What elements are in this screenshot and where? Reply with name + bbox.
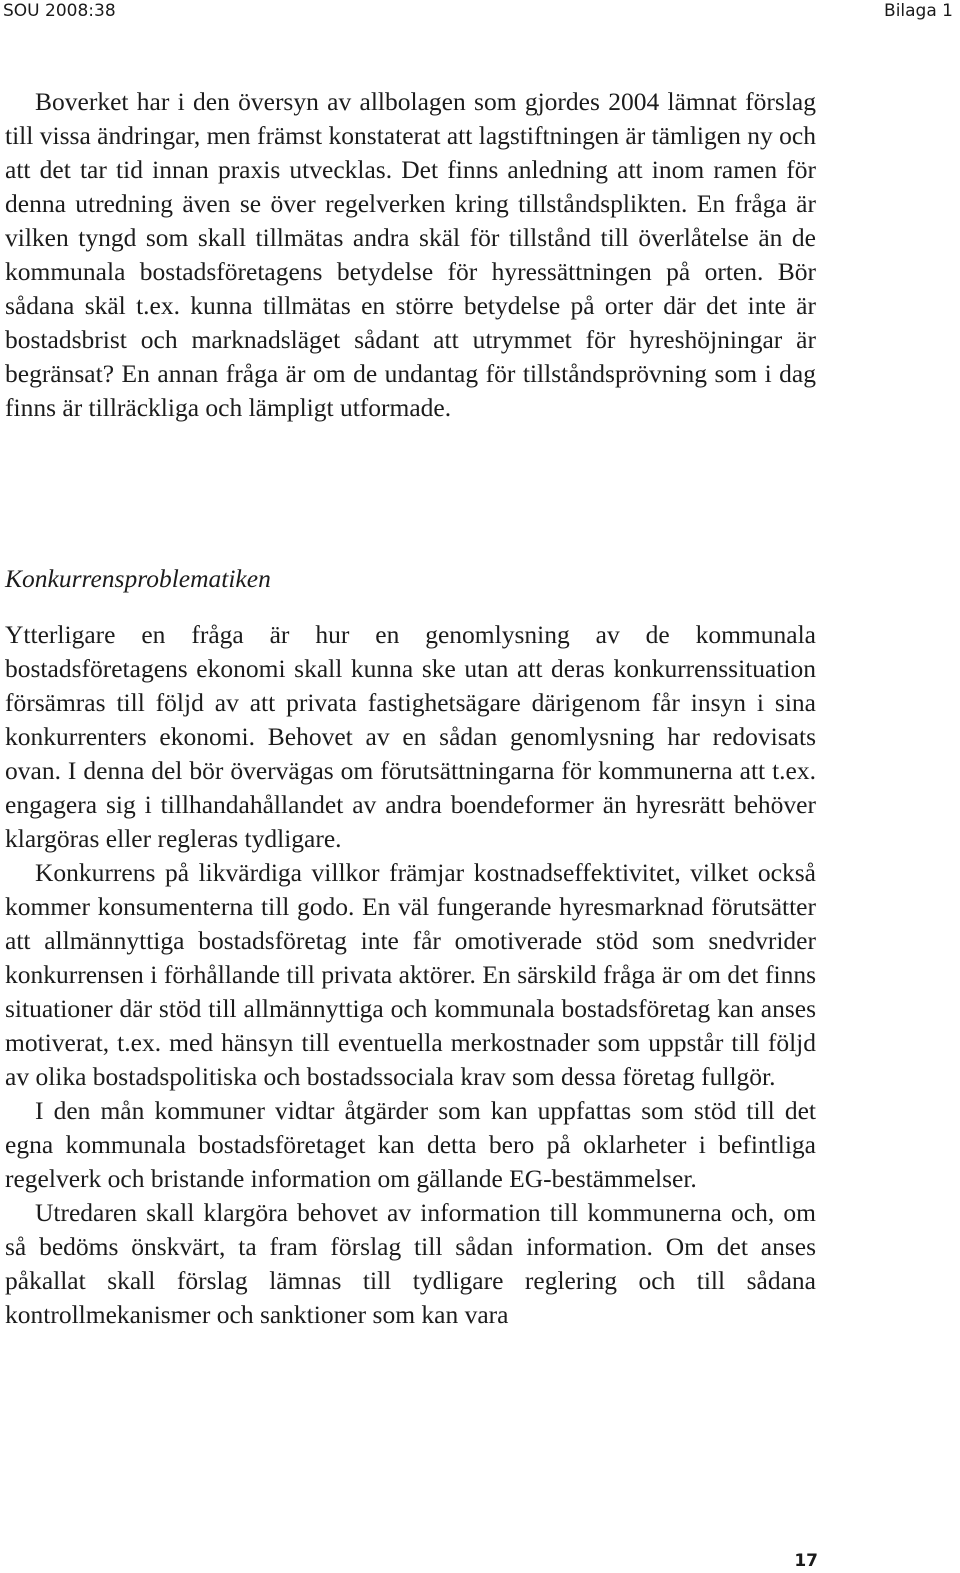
section-heading: Konkurrensproblematiken (5, 564, 271, 593)
intro-paragraph: Boverket har i den översyn av allbolagen som gjordes 2004 lämnat förslag till vissa ändringar, men främst konstaterat att lagstiftningen är tämligen ny och att det tar tid innan praxis utvecklas. Det finns anledning att inom ramen för denna utredning även se över regelverken kring tillståndsplikten. En fråga är vilken tyngd som skall tillmätas andra skäl för tillstånd till överlåtelse än de kommunala bostadsföretagens betydelse för hyressättningen på orten. Bör sådana skäl t.ex. kunna tillmätas en större betydelse på orter där det inte är bostadsbrist och marknadsläget sådant att utrymmet för hyreshöjningar är begränsat? En annan fråga är om de undantag för tillståndsprövning som i dag finns är tillräckliga och lämpligt utformade. (5, 87, 816, 422)
section-text-block (5, 618, 816, 1332)
section-paragraph-1: Ytterligare en fråga är hur en genomlysning av de kommunala bostadsföretagens ekonomi skall kunna ske utan att deras konkurrenssituation försämras till följd av att privata fastighetsägare därigenom får insyn i sina konkurrenters ekonomi. Behovet av en sådan genomlysning har redovisats ovan. I denna del bör övervägas om förutsättningarna för kommunerna att t.ex. engagera sig i tillhandahållandet av andra boendeformer än hyresrätt behöver klargöras eller regleras tydligare. (5, 620, 816, 853)
intro-text-block (5, 85, 816, 425)
section-paragraph-2: Konkurrens på likvärdiga villkor främjar kostnadseffektivitet, vilket också kommer konsumenterna till godo. En väl fungerande hyresmarknad förutsätter att allmännyttiga bostadsföretag inte får omotiverade stöd som snedvrider konkurrensen i förhållande till privata aktörer. En särskild fråga är om det finns situationer där stöd till allmännyttiga och kommunala bostadsföretag kan anses motiverat, t.ex. med hänsyn till eventuella merkostnader som uppstår till följd av olika bostadspolitiska och bostadssociala krav som dessa företag fullgör. (5, 858, 816, 1091)
page-number: 17 (794, 1551, 818, 1571)
section-paragraph-3: I den mån kommuner vidtar åtgärder som kan uppfattas som stöd till det egna kommunala bostadsföretaget kan detta bero på oklarheter i befintliga regelverk och bristande information om gällande EG-bestämmelser. (5, 1096, 816, 1193)
section-paragraph-4: Utredaren skall klargöra behovet av information till kommunerna och, om så bedöms önskvärt, ta fram förslag till sådan information. Om det anses påkallat skall förslag lämnas till tydligare reglering och till sådana kontrollmekanismer och sanktioner som kan vara (5, 1198, 816, 1329)
running-header (0, 0, 960, 26)
report-reference: SOU 2008:38 (3, 1, 116, 21)
appendix-label: Bilaga 1 (884, 1, 953, 21)
